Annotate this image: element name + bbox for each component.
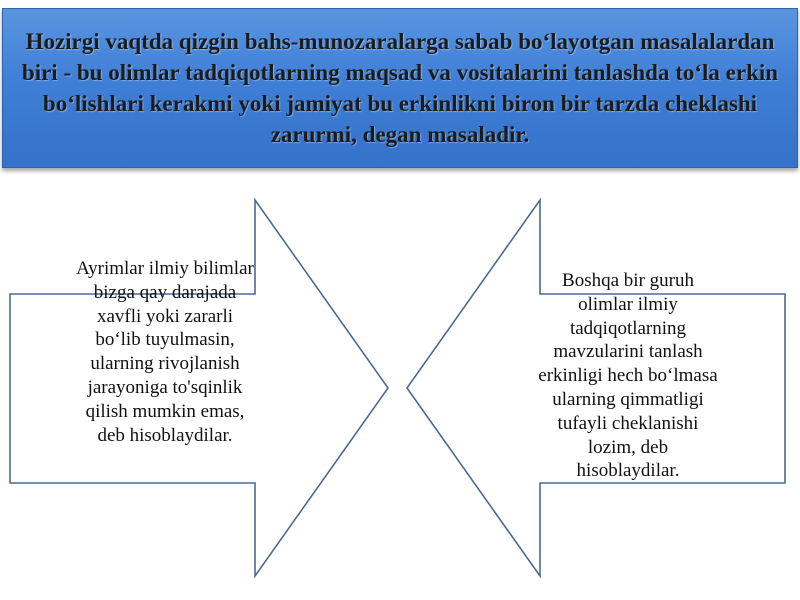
title-text: Hozirgi vaqtda qizgin bahs-munozaralarga sabab bo‘layotgan masalalardan biri - bu olimlar tadqiqotlarning maqsad va vositalarini tanlashda to‘la erkin bo‘lishlari kerakmi yoki jamiyat bu erkinlikni biron bir tarzda cheklashi zarurmi, degan masaladir. <box>21 29 779 147</box>
right-arrow-text: Boshqa bir guruh olimlar ilmiy tadqiqotlarning mavzularini tanlash erkinligi hech bo‘lmasa ularning qimmatligi tufayli cheklanishi lozim, deb hisoblaydilar. <box>538 270 718 482</box>
left-arrow-text: Ayrimlar ilmiy bilimlar bizga qay darajada xavfli yoki zararli bo‘lib tuyulmasin, ularning rivojlanish jarayoniga to'sqinlik qilish mumkin emas, deb hisoblaydilar. <box>76 258 254 446</box>
